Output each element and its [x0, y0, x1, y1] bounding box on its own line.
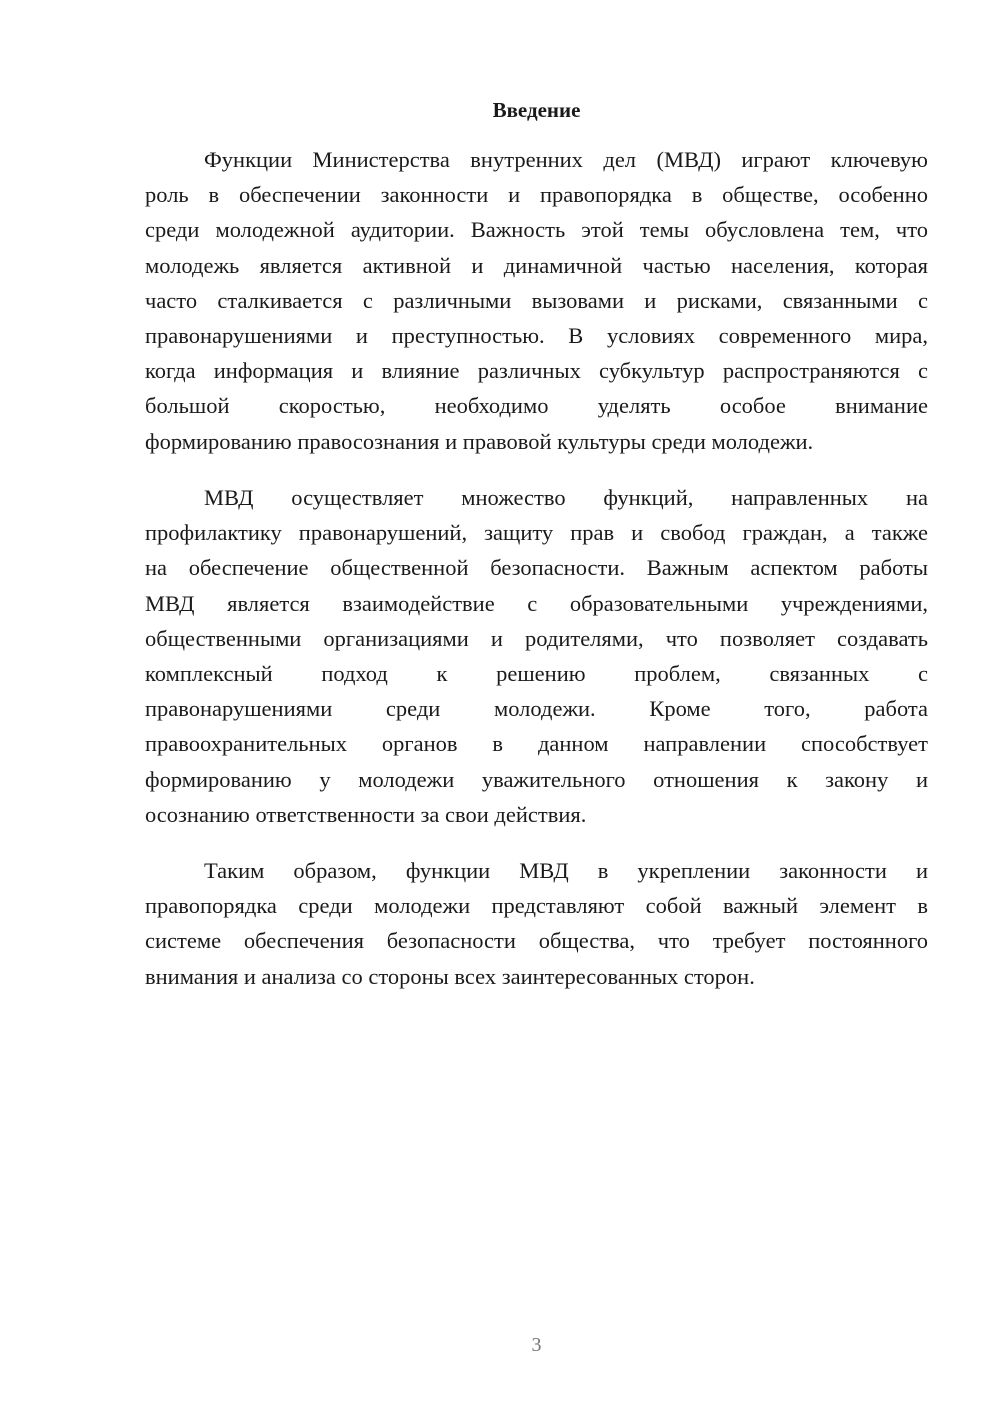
text-line: часто сталкивается с различными вызовами и рисками, связанными с — [145, 287, 928, 313]
text-line: Функции Министерства внутренних дел (МВД) играют ключевую — [204, 147, 928, 172]
text-line: правонарушениями среди молодежи. Кроме того, работа — [145, 696, 928, 722]
text-line: внимания и анализа со стороны всех заинтересованных сторон. — [145, 963, 755, 989]
text-line: комплексный подход к решению проблем, связанных с — [145, 660, 928, 686]
section-title: Введение — [492, 98, 581, 122]
text-line: молодежь является активной и динамичной частью населения, которая — [145, 252, 928, 278]
page-number: 3 — [531, 1334, 542, 1356]
text-line: на обеспечение общественной безопасности. Важным аспектом работы — [145, 555, 928, 581]
text-line: правоохранительных органов в данном направлении способствует — [145, 731, 928, 757]
text-line: роль в обеспечении законности и правопорядка в обществе, особенно — [145, 182, 928, 208]
text-line: правонарушениями и преступностью. В условиях современного мира, — [145, 322, 928, 348]
text-line: МВД является взаимодействие с образовательными учреждениями, — [145, 590, 928, 616]
paragraph-2 — [145, 480, 928, 832]
paragraph-3 — [145, 853, 928, 994]
text-line: осознанию ответственности за свои действия. — [145, 801, 587, 827]
text-line: большой скоростью, необходимо уделять особое внимание — [145, 393, 928, 419]
text-line: когда информация и влияние различных субкультур распространяются с — [145, 358, 928, 384]
text-line: формированию у молодежи уважительного отношения к закону и — [145, 766, 928, 792]
paragraph-1 — [145, 142, 928, 459]
text-line: формированию правосознания и правовой культуры среди молодежи. — [145, 428, 814, 454]
text-line: правопорядка среди молодежи представляют собой важный элемент в — [145, 893, 928, 919]
text-line: среди молодежной аудитории. Важность этой темы обусловлена тем, что — [145, 217, 928, 243]
text-line: общественными организациями и родителями, что позволяет создавать — [145, 625, 928, 651]
text-line: профилактику правонарушений, защиту прав и свобод граждан, а также — [145, 520, 928, 546]
text-line: Таким образом, функции МВД в укреплении законности и — [204, 858, 928, 883]
text-line: МВД осуществляет множество функций, направленных на — [204, 485, 928, 510]
text-line: системе обеспечения безопасности общества, что требует постоянного — [145, 928, 928, 954]
